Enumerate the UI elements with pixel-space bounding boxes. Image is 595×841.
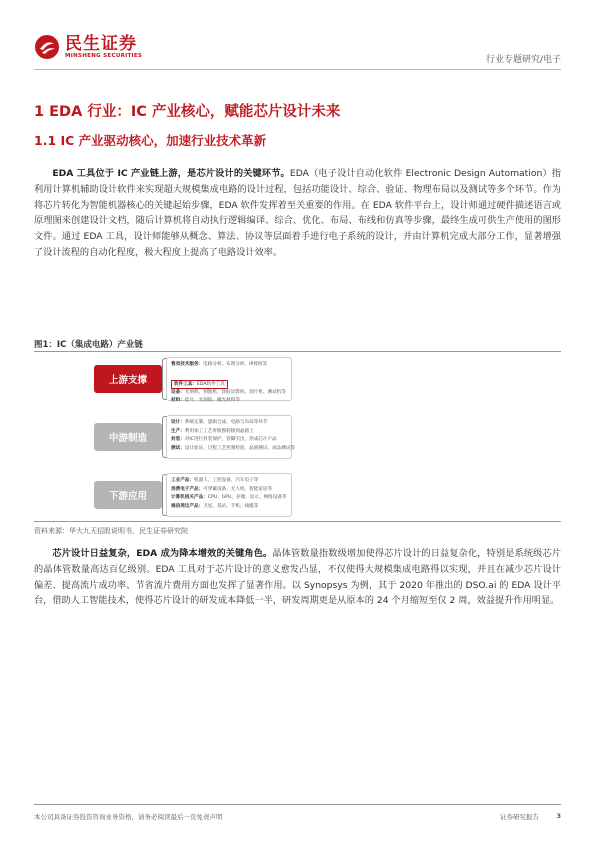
upstream-line-1: 售卖技术服务：电路分析、布图分析、IP授权等 [171,362,268,367]
stage-midstream-box [166,415,296,459]
midstream-line-1: 设计：系统定制、逻辑合成、电路与布局等环节 [171,420,268,425]
subsection-heading: 1.1 IC 产业驱动核心，加速行业技术革新 [34,133,267,148]
logo-cn-text: 民生证券 [65,33,137,54]
paragraph-1-lead: EDA 工具位于 IC 产业链上游，是芯片设计的关键环节。 [52,168,290,179]
footer-disclaimer: 本公司具备证券投资咨询业务资格，请务必阅读最后一页免责声明 [34,813,223,821]
page-number: 3 [556,812,561,820]
midstream-line-2: 生产：利用加工工艺将版图转移到晶圆上 [171,428,254,434]
section-heading: 1 EDA 行业：IC 产业核心，赋能芯片设计未来 [34,104,341,120]
stage-downstream-box [166,473,292,517]
page-header [34,30,561,70]
stage-upstream: 上游支撑 [94,365,162,393]
figure-title: 图1：IC（集成电路）产业链 [34,338,561,352]
ic-chain-figure [80,357,500,517]
figure-source: 资料来源：华大九天招股说明书，民生证券研究院 [34,527,188,535]
stage-midstream: 中游制造 [94,423,162,451]
company-logo [34,32,142,62]
footer-report-type: 证券研究报告 [500,813,539,821]
midstream-line-4: 测试：设计验证、过程工艺控制检验，晶圆测试，成品测试等 [171,445,296,451]
downstream-line-3: 计算机相关产品：CPU、GPU、存储、显示、网络设备等 [171,495,287,501]
report-category: 行业专题研究/电子 [485,55,561,65]
downstream-line-1: 工业产品：机器人、工控设备、汽车电子等 [171,478,259,483]
upstream-line-2: 软件工具：EDA软件工具 [171,380,228,389]
paragraph-1-body: EDA（电子设计自动化软件 Electronic Design Automation）指利用计算机辅助设计软件来实现超大规模集成电路的设计过程，包括功能设计、综合、验证、物理布局以及测试等多个环节。作为将芯片转化为智能机器核心的关键起始步骤，EDA 软件发挥着至关重要的作用。在 EDA 软件平台上，设计师通过硬件描述语言或原理图来创建设计文档，随后计算机将自动执行逻辑编译、综合、优化、布局、布线和仿真等步骤，最终生成可供生产使用的图形文件。通过 EDA 工具，设计师能够从概念、算法、协议等层面着手进行电子系统的设计，并由计算机完成大部分工作，显著增强了设计流程的自动化程度，极大程度上提高了电路设计效率。 [34,168,561,258]
logo-en-text: MINSHENG SECURITIES [65,52,143,59]
midstream-line-3: 封装：对IC进行封装保护，管脚引出，形成芯片产品 [171,437,277,443]
paragraph-2-lead: 芯片设计日益复杂，EDA 成为降本增效的关键角色。 [52,548,273,559]
upstream-line-3: 设备：光刻机、刻蚀机、涂胶显影机、划片机、测试机等 [171,389,286,395]
upstream-line-4: 材料：硅片、光刻胶、掩光材料等 [171,398,240,404]
page-footer [34,804,561,821]
minsheng-logo-icon [34,34,60,60]
downstream-line-2: 消费电子产品：可穿戴设备、无人机、智能家居等 [171,486,273,492]
figure-bottom-rule [34,521,561,522]
stage-upstream-box [166,357,292,404]
downstream-line-4: 通信周边产品：卫星、基站、手机、线缆等 [171,503,259,509]
paragraph-2-body: 晶体管数量指数级增加使得芯片设计的日益复杂化，特别是系统级芯片的晶体管数量高达百亿级别。EDA 工具对于芯片设计的意义愈发凸显，不仅使得大规模集成电路得以实现，并且在减少芯片设计偏差、提高流片成功率、节省流片费用方面也发挥了显著作用。以 Synopsys 为例，其于 2020 年推出的 DSO.ai 的 EDA 设计平台，借助人工智能技术，使得芯片设计的研发成本降低一半，研发周期更是从原本的 24 个月缩短至仅 2 周，效益提升作用明显。 [34,548,562,607]
paragraph-2 [34,546,561,609]
stage-downstream: 下游应用 [94,481,162,509]
paragraph-1 [34,166,561,261]
